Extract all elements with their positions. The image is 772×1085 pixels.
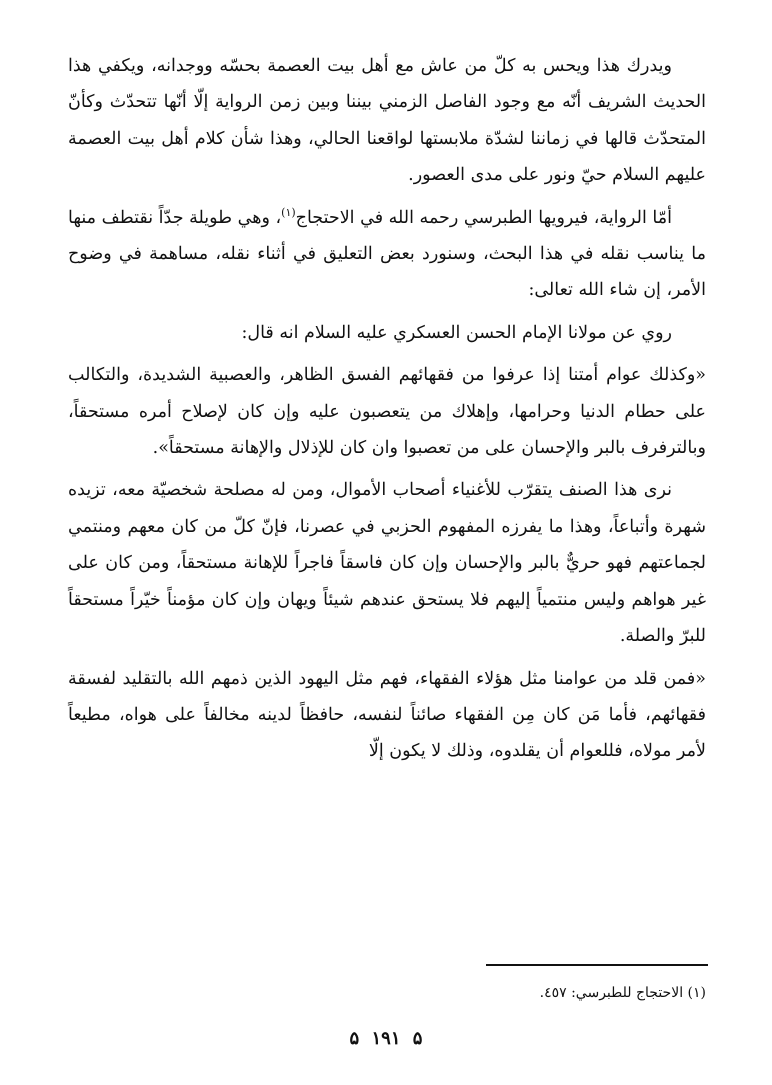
ornament-right-icon: ۵ (412, 1028, 423, 1049)
quote-1: «وكذلك عوام أمتنا إذا عرفوا من فقهائهم الفسق الظاهر، والعصبية الشديدة، والتكالب على حطام الدنيا وحرامها، وإهلاك من يتعصبون عليه وإن كان لإصلاح أمره مستحقاً، وبالترفرف بالبر والإحسان على من تعصبوا وان كان للإذلال والإهانة مستحقاً». (68, 365, 706, 459)
footnote: (١) الاحتجاج للطبرسي: ٤٥٧. (539, 985, 706, 1001)
paragraph-2 (68, 200, 706, 309)
paragraph-1: ويدرك هذا ويحس به كلّ من عاش مع أهل بيت العصمة بحسّه ووجدانه، ويكفي هذا الحديث الشريف أنّه مع وجود الفاصل الزمني بيننا وبين زمن الرواية إلّا أنّها تتحدّث وكأنّ المتحدّث قالها في زماننا لشدّة ملابستها لواقعنا الحالي، وهذا شأن كلام أهل بيت العصمة عليهم السلام حيّ ونور على مدى العصور. (68, 56, 706, 186)
page-number-block (0, 1028, 772, 1049)
footnote-divider (486, 964, 708, 966)
ornament-left-icon: ۵ (349, 1028, 360, 1049)
footnote-marker[interactable]: (١) (281, 205, 296, 219)
paragraph-3: روي عن مولانا الإمام الحسن العسكري عليه السلام انه قال: (241, 322, 672, 343)
paragraph-2-rest: ، وهي طويلة جدّاً نقتطف منها ما يناسب نقله في هذا البحث، وسنورد بعض التعليق في أثناء نقله، مساهمة في وضوح الأمر، إن شاء الله تعالى: (68, 207, 706, 301)
quote-2: «فمن قلد من عوامنا مثل هؤلاء الفقهاء، فهم مثل اليهود الذين ذمهم الله بالتقليد لفسقة فقهائهم، فأما مَن كان مِن الفقهاء صائناً لنفسه، حافظاً لدينه مخالفاً على هواه، مطيعاً لأمر مولاه، فللعوام أن يقلدوه، وذلك لا يكون إلّا (68, 668, 706, 762)
page-number: ١٩١ (371, 1028, 401, 1049)
page-body (68, 48, 706, 776)
paragraph-4: نرى هذا الصنف يتقرّب للأغنياء أصحاب الأموال، ومن له مصلحة شخصيّة معه، تزيده شهرة وأتباعاً، وهذا ما يفرزه المفهوم الحزبي في عصرنا، فإنّ كلّ من كان معهم ومنتمي لجماعتهم فهو حريٌّ بالبر والإحسان وإن كان فاسقاً فاجراً للإهانة مستحقاً، ومن كان على غير هواهم وليس منتمياً إليهم فلا يستحق عندهم شيئاً ويهان وإن كان مؤمناً خيّراً مستحقاً للبرّ والصلة. (68, 480, 706, 647)
paragraph-2-start: أمّا الرواية، فيرويها الطبرسي رحمه الله في الاحتجاج (295, 207, 672, 228)
